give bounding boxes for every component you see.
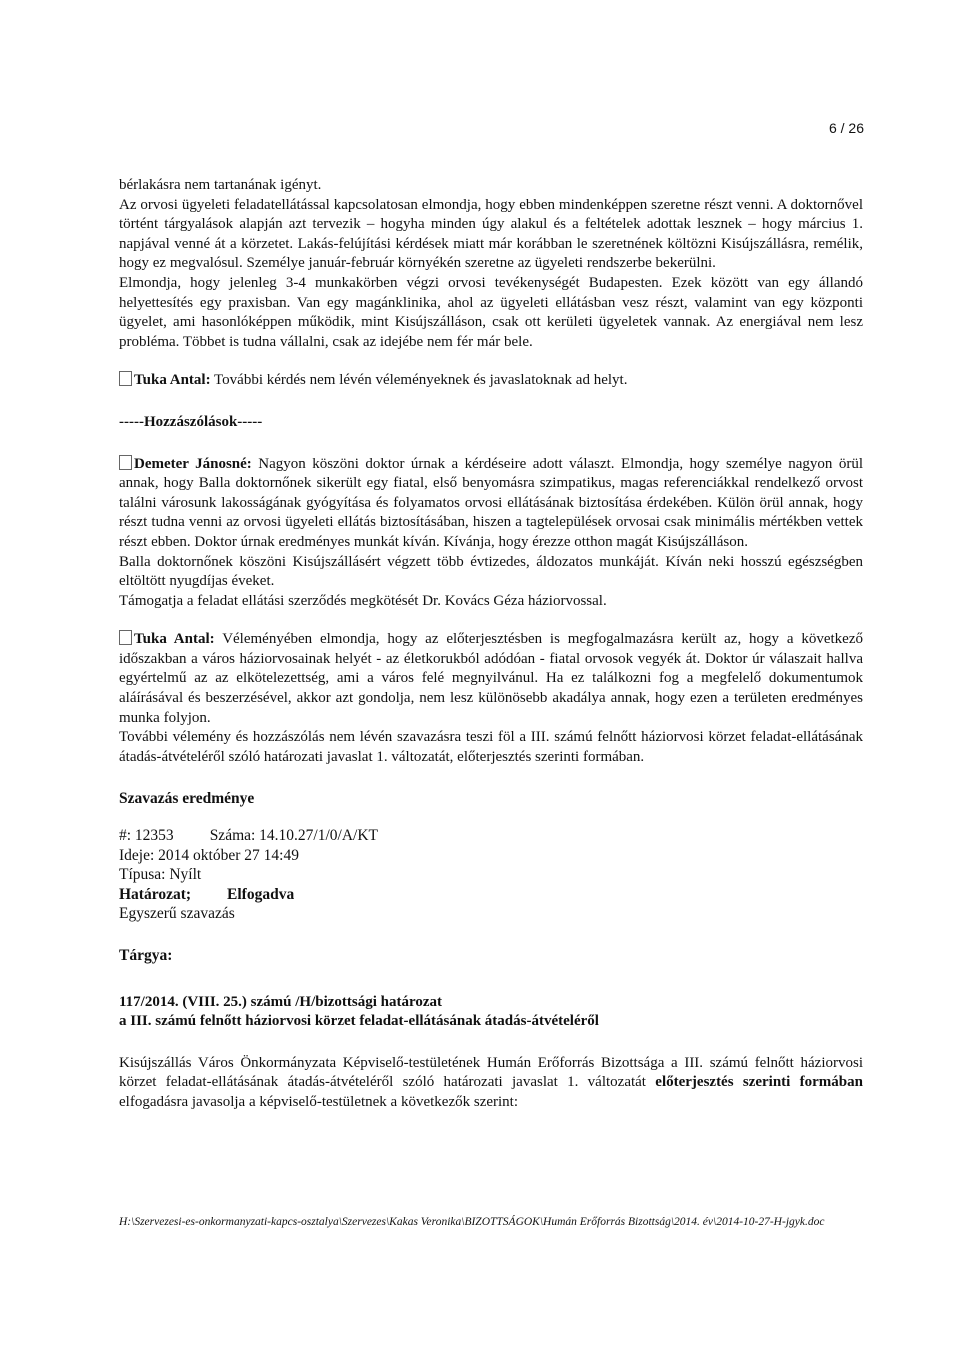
speaker-name: Demeter Jánosné: [134, 455, 252, 472]
paragraph: További vélemény és hozzászólás nem lévén szavazásra teszi föl a III. számú felnőtt háziorvosi körzet feladat-ellátásának átadás-átvételéről szóló határozati javaslat 1. változatát, előterjesztés szerinti formában. [119, 729, 863, 765]
vote-result [119, 789, 863, 965]
section-heading: -----Hozzászólások----- [119, 413, 263, 430]
speaker-text: További kérdés nem lévén véleményeknek és javaslatoknak ad helyt. [210, 372, 628, 389]
speaker-paragraph [119, 630, 863, 728]
checkbox-icon [119, 371, 132, 386]
file-path-footer: H:\Szervezesi-es-onkormanyzati-kapcs-osztalya\Szervezes\Kakas Veronika\BIZOTTSÁGOK\Humán Erőforrás Bizottság\2014. év\2014-10-27-H-jgyk.doc [119, 1216, 825, 1228]
speaker-paragraph [119, 371, 863, 391]
vote-id-line: #: 12353 Száma: 14.10.27/1/0/A/KT [119, 827, 379, 845]
resolution-title: 117/2014. (VIII. 25.) számú /H/bizottsági határozat [119, 993, 443, 1010]
resolution-text: Kisújszállás Város Önkormányzata Képviselő-testületének Humán Erőforrás Bizottsága a III. számú felnőtt háziorvosi körzet feladat-ellátásának átadás-átvételéről szóló határozati javaslat 1. változatát előterjesztés szerinti formában elfogadásra javasolja a képviselő-testületnek a következők szerint: [119, 1054, 863, 1110]
paragraph: bérlakásra nem tartanának igényt. [119, 177, 322, 193]
checkbox-icon [119, 630, 132, 645]
vote-time: Ideje: 2014 október 27 14:49 [119, 846, 299, 864]
vote-decision: Határozat; Elfogadva [119, 885, 295, 903]
vote-type: Típusa: Nyílt [119, 866, 202, 884]
vote-heading: Szavazás eredménye [119, 790, 255, 808]
document-body [119, 176, 863, 1113]
paragraph: Balla doktornőnek köszöni Kisújszállásért végzett több évtizedes, áldozatos munkáját. Kíván neki hosszú egészségben eltöltött nyugdíjas éveket. [119, 553, 863, 590]
speaker-text: Véleményében elmondja, hogy az előterjesztésben is megfogalmazásra került az, hogy a következő időszakban a város háziorvosainak helyét - az életkorukból adódóan - fiatal orvosok vegyék át. Doktor úr válaszait hallva egyértelmű az az elkötelezettség, ami a város felé megnyilvánul. Ha ez találkozni fog a megfelelő dokumentumok aláírásával és beszerzésével, akkor azt gondolja, nem lesz különösebb akadálya annak, hogy ezen a területen eredményes munka folyjon. [119, 631, 863, 726]
resolution-subtitle: a III. számú felnőtt háziorvosi körzet feladat-ellátásának átadás-átvételéről [119, 1013, 599, 1030]
speaker-name: Tuka Antal: [134, 631, 215, 648]
paragraph: Támogatja a feladat ellátási szerződés megkötését Dr. Kovács Géza háziorvossal. [119, 592, 607, 609]
vote-majority: Egyszerű szavazás [119, 905, 235, 923]
vote-subject: Tárgya: [119, 947, 173, 964]
paragraph: Az orvosi ügyeleti feladatellátással kapcsolatosan elmondja, hogy ebben mindenképpen szeretne részt venni. A doktornővel történt tárgyalások alapján azt tervezik – hogyha minden úgy alakul és a feltételek adottak lesznek – hogy március 1. napjával venné át a körzetet. Lakás-felújítási kérdések miatt már korábban le szeretnének költözni Kisújszállásra, remélik, hogy ez megvalósul. Személye január-február környékén szeretne az ügyeleti rendszerbe bekerülni. [119, 196, 863, 272]
page-number: 6 / 26 [828, 120, 864, 136]
speaker-text: Nagyon köszöni doktor úrnak a kérdéseire adott választ. Elmondja, hogy személye nagyon örül annak, hogy Balla doktornőnek sikerült egy fiatal, első benyomásra szimpatikus, magas referenciákkal rendelkező orvost találni városunk lakosságának gyógyítása és folyamatos orvosi ellátásának biztosítása érdekében. Külön örül annak, hogy részt tudna venni az orvosi ügyeleti ellátás biztosításában, hiszen a tagtelepülések orvosai csak minimális mértékben vettek részt ebben. Doktor úrnak eredményes munkát kíván. Kívánja, hogy érezze otthon magát Kisújszálláson. [119, 455, 863, 550]
paragraph: Elmondja, hogy jelenleg 3-4 munkakörben végzi orvosi tevékenységét Budapesten. Ezek között van egy állandó helyettesítés egy praxisban. Van egy magánklinika, ahol az ügyeleti ellátásban vesz részt, valamint van egy központi ügyelet, ami hasonlóképpen működik, mint Kisújszálláson, csak ott kerületi ügyeletek vannak. Az energiával nem lesz probléma. Többet is tudna vállalni, csak az idejébe nem fér már bele. [119, 274, 863, 350]
checkbox-icon [119, 455, 132, 470]
speaker-name: Tuka Antal: [134, 372, 211, 389]
speaker-paragraph [119, 455, 863, 553]
